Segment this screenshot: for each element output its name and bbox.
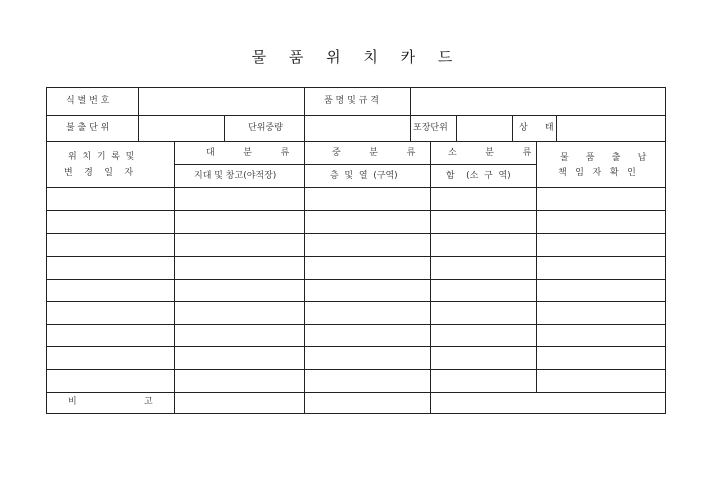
id-number-field[interactable]: [139, 88, 304, 115]
major-category-subheader: 지대 및 창고(야적장): [194, 171, 277, 181]
major-category-header: 대 분 류: [206, 148, 290, 158]
location-card-form: [46, 87, 666, 414]
name-spec-label: 품 명 및 규 격: [324, 96, 379, 106]
remarks-label-left: 비: [68, 397, 77, 407]
confirm-header-line2: 책 임 자 확 인: [558, 168, 636, 178]
minor-category-subheader: 함 (소 구 역): [446, 171, 511, 181]
record-header-line1: 위 치 기 록 및: [68, 152, 135, 162]
card-title: 물 품 위 치 카 드: [251, 48, 462, 66]
package-unit-field[interactable]: [457, 116, 512, 141]
minor-category-header: 소 분 류: [448, 148, 532, 158]
name-spec-field[interactable]: [411, 88, 665, 115]
issue-unit-field[interactable]: [139, 116, 224, 141]
remarks-label-right: 고: [144, 397, 153, 407]
middle-category-header: 중 분 류: [332, 148, 416, 158]
unit-weight-label: 단위중량: [248, 123, 283, 133]
remarks-field[interactable]: [175, 393, 665, 413]
unit-weight-field[interactable]: [305, 116, 410, 141]
id-number-label: 식 별 번 호: [66, 96, 110, 106]
package-unit-label: 포장단위: [413, 123, 448, 133]
record-header-line2: 변 경 일 자: [64, 168, 134, 178]
confirm-header-line1: 물 품 출 납: [560, 153, 647, 163]
status-label: 상 태: [519, 123, 554, 133]
issue-unit-label: 불 출 단 위: [66, 123, 110, 133]
status-field[interactable]: [557, 116, 665, 141]
middle-category-subheader: 층 및 열 (구역): [330, 171, 398, 181]
